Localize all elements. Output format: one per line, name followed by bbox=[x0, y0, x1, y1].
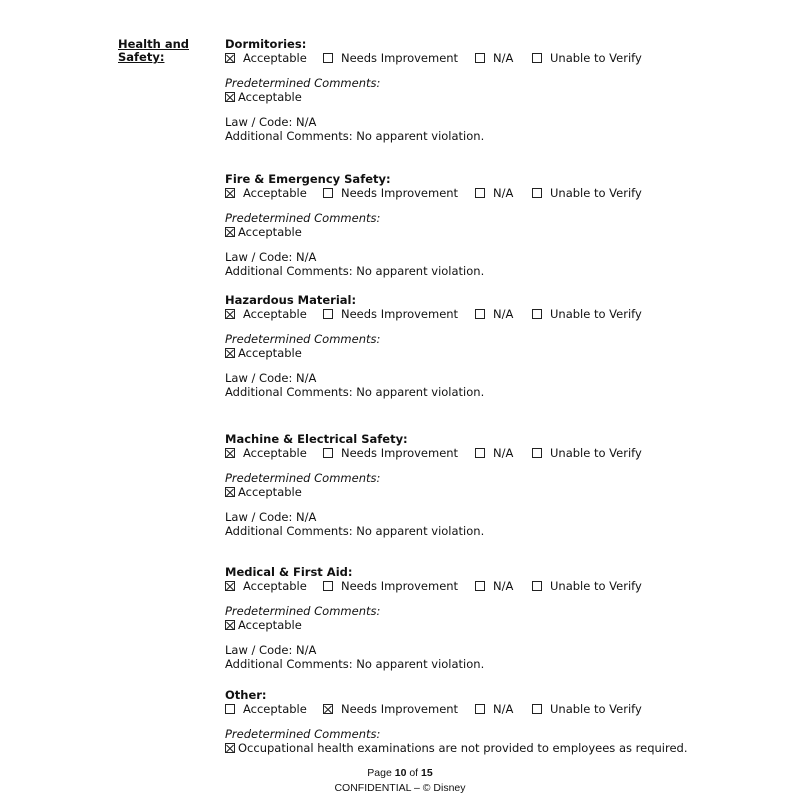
option-needs-improvement[interactable] bbox=[323, 307, 458, 321]
checkbox[interactable] bbox=[475, 309, 485, 319]
option-label: N/A bbox=[493, 307, 514, 321]
rating-options bbox=[225, 702, 745, 716]
law-value: N/A bbox=[296, 115, 317, 129]
option-label: Unable to Verify bbox=[550, 579, 642, 593]
additional-value: No apparent violation. bbox=[356, 656, 485, 671]
option-n-a[interactable] bbox=[475, 186, 513, 200]
option-unable-to-verify[interactable] bbox=[532, 446, 642, 460]
checkbox[interactable] bbox=[475, 448, 485, 458]
option-acceptable[interactable] bbox=[225, 579, 307, 593]
comment-text: Acceptable bbox=[238, 346, 302, 360]
option-label: N/A bbox=[493, 446, 514, 460]
law-prefix: Law / Code: bbox=[225, 250, 293, 264]
section-title-line1: Health and bbox=[118, 37, 189, 51]
option-n-a[interactable] bbox=[475, 446, 513, 460]
predetermined-comment bbox=[225, 741, 745, 755]
checkbox[interactable] bbox=[475, 581, 485, 591]
option-needs-improvement[interactable] bbox=[323, 186, 458, 200]
law-code bbox=[225, 251, 745, 265]
page-current: 10 bbox=[394, 767, 407, 779]
option-unable-to-verify[interactable] bbox=[532, 51, 642, 65]
item-title: Medical & First Aid: bbox=[225, 565, 353, 579]
additional-value: No apparent violation. bbox=[356, 384, 485, 399]
inspection-item bbox=[225, 689, 745, 755]
checkbox[interactable] bbox=[532, 448, 542, 458]
option-label: Unable to Verify bbox=[550, 307, 642, 321]
additional-prefix: Additional Comments: bbox=[225, 128, 353, 143]
checkbox[interactable] bbox=[323, 309, 333, 319]
option-needs-improvement[interactable] bbox=[323, 446, 458, 460]
comment-checkbox[interactable] bbox=[225, 227, 235, 237]
section-title-line2: Safety: bbox=[118, 50, 165, 64]
page-word: Page bbox=[367, 767, 392, 779]
comment-checkbox[interactable] bbox=[225, 620, 235, 630]
option-n-a[interactable] bbox=[475, 579, 513, 593]
option-label: Needs Improvement bbox=[341, 446, 459, 460]
additional-prefix: Additional Comments: bbox=[225, 523, 353, 538]
checkbox[interactable] bbox=[225, 581, 235, 591]
page-number bbox=[0, 767, 800, 779]
rating-options bbox=[225, 307, 745, 321]
option-label: Unable to Verify bbox=[550, 51, 642, 65]
rating-options bbox=[225, 186, 745, 200]
option-unable-to-verify[interactable] bbox=[532, 307, 642, 321]
additional-comments bbox=[225, 525, 745, 539]
inspection-item bbox=[225, 566, 745, 671]
checkbox[interactable] bbox=[225, 53, 235, 63]
predetermined-comment bbox=[225, 618, 745, 632]
law-code bbox=[225, 511, 745, 525]
inspection-item bbox=[225, 173, 745, 278]
inspection-item bbox=[225, 433, 745, 538]
law-code bbox=[225, 644, 745, 658]
option-label: Needs Improvement bbox=[341, 702, 459, 716]
rating-options bbox=[225, 579, 745, 593]
page-of: of bbox=[409, 767, 419, 779]
option-label: Unable to Verify bbox=[550, 186, 642, 200]
option-needs-improvement[interactable] bbox=[323, 51, 458, 65]
inspection-item bbox=[225, 38, 745, 143]
option-label: Needs Improvement bbox=[341, 579, 459, 593]
option-n-a[interactable] bbox=[475, 51, 513, 65]
section-title bbox=[118, 38, 218, 64]
option-label: Acceptable bbox=[243, 579, 307, 593]
rating-options bbox=[225, 51, 745, 65]
option-acceptable[interactable] bbox=[225, 702, 307, 716]
option-label: Unable to Verify bbox=[550, 702, 642, 716]
checkbox[interactable] bbox=[323, 53, 333, 63]
option-acceptable[interactable] bbox=[225, 446, 307, 460]
option-label: Acceptable bbox=[243, 446, 307, 460]
option-label: Needs Improvement bbox=[341, 307, 459, 321]
option-label: N/A bbox=[493, 51, 514, 65]
checkbox[interactable] bbox=[225, 188, 235, 198]
rating-options bbox=[225, 446, 745, 460]
checkbox[interactable] bbox=[475, 53, 485, 63]
option-label: Acceptable bbox=[243, 186, 307, 200]
comment-checkbox[interactable] bbox=[225, 92, 235, 102]
comment-text: Acceptable bbox=[238, 225, 302, 239]
law-prefix: Law / Code: bbox=[225, 371, 293, 385]
predetermined-label: Predetermined Comments: bbox=[225, 332, 381, 346]
inspection-item bbox=[225, 294, 745, 399]
item-title: Other: bbox=[225, 688, 267, 702]
additional-value: No apparent violation. bbox=[356, 523, 485, 538]
comment-checkbox[interactable] bbox=[225, 348, 235, 358]
checkbox[interactable] bbox=[225, 309, 235, 319]
law-code bbox=[225, 372, 745, 386]
law-prefix: Law / Code: bbox=[225, 115, 293, 129]
checkbox[interactable] bbox=[532, 704, 542, 714]
option-needs-improvement[interactable] bbox=[323, 702, 458, 716]
checkbox[interactable] bbox=[225, 448, 235, 458]
checkbox[interactable] bbox=[475, 188, 485, 198]
option-n-a[interactable] bbox=[475, 307, 513, 321]
additional-value: No apparent violation. bbox=[356, 263, 485, 278]
additional-comments bbox=[225, 265, 745, 279]
option-unable-to-verify[interactable] bbox=[532, 579, 642, 593]
checkbox[interactable] bbox=[475, 704, 485, 714]
law-value: N/A bbox=[296, 643, 317, 657]
predetermined-comment bbox=[225, 346, 745, 360]
comment-text: Occupational health examinations are not provided to employees as required. bbox=[238, 741, 688, 755]
checkbox[interactable] bbox=[532, 188, 542, 198]
comment-checkbox[interactable] bbox=[225, 487, 235, 497]
option-label: Acceptable bbox=[243, 307, 307, 321]
item-title: Fire & Emergency Safety: bbox=[225, 172, 391, 186]
checkbox[interactable] bbox=[323, 581, 333, 591]
law-prefix: Law / Code: bbox=[225, 510, 293, 524]
option-label: Needs Improvement bbox=[341, 186, 459, 200]
option-acceptable[interactable] bbox=[225, 186, 307, 200]
item-title: Dormitories: bbox=[225, 37, 307, 51]
option-acceptable[interactable] bbox=[225, 307, 307, 321]
option-unable-to-verify[interactable] bbox=[532, 702, 642, 716]
additional-comments bbox=[225, 658, 745, 672]
option-acceptable[interactable] bbox=[225, 51, 307, 65]
comment-text: Acceptable bbox=[238, 618, 302, 632]
option-label: Acceptable bbox=[243, 702, 307, 716]
item-title: Machine & Electrical Safety: bbox=[225, 432, 408, 446]
law-value: N/A bbox=[296, 250, 317, 264]
law-value: N/A bbox=[296, 371, 317, 385]
law-code bbox=[225, 116, 745, 130]
checkbox[interactable] bbox=[532, 309, 542, 319]
option-label: Unable to Verify bbox=[550, 446, 642, 460]
option-unable-to-verify[interactable] bbox=[532, 186, 642, 200]
page-total: 15 bbox=[421, 767, 433, 779]
predetermined-comment bbox=[225, 90, 745, 104]
law-prefix: Law / Code: bbox=[225, 643, 293, 657]
predetermined-label: Predetermined Comments: bbox=[225, 727, 381, 741]
additional-prefix: Additional Comments: bbox=[225, 263, 353, 278]
law-value: N/A bbox=[296, 510, 317, 524]
comment-checkbox[interactable] bbox=[225, 743, 235, 753]
comment-text: Acceptable bbox=[238, 90, 302, 104]
checkbox[interactable] bbox=[225, 704, 235, 714]
additional-comments bbox=[225, 130, 745, 144]
item-title: Hazardous Material: bbox=[225, 293, 357, 307]
predetermined-label: Predetermined Comments: bbox=[225, 76, 381, 90]
predetermined-label: Predetermined Comments: bbox=[225, 471, 381, 485]
option-label: Acceptable bbox=[243, 51, 307, 65]
option-label: N/A bbox=[493, 579, 514, 593]
checkbox[interactable] bbox=[323, 448, 333, 458]
additional-value: No apparent violation. bbox=[356, 128, 485, 143]
checkbox[interactable] bbox=[532, 53, 542, 63]
option-n-a[interactable] bbox=[475, 702, 513, 716]
additional-prefix: Additional Comments: bbox=[225, 384, 353, 399]
checkbox[interactable] bbox=[323, 704, 333, 714]
checkbox[interactable] bbox=[532, 581, 542, 591]
additional-prefix: Additional Comments: bbox=[225, 656, 353, 671]
comment-text: Acceptable bbox=[238, 485, 302, 499]
confidential-notice: CONFIDENTIAL – © Disney bbox=[334, 782, 466, 794]
predetermined-comment bbox=[225, 485, 745, 499]
predetermined-label: Predetermined Comments: bbox=[225, 211, 381, 225]
option-label: Needs Improvement bbox=[341, 51, 459, 65]
additional-comments bbox=[225, 386, 745, 400]
predetermined-label: Predetermined Comments: bbox=[225, 604, 381, 618]
option-needs-improvement[interactable] bbox=[323, 579, 458, 593]
predetermined-comment bbox=[225, 225, 745, 239]
option-label: N/A bbox=[493, 186, 514, 200]
option-label: N/A bbox=[493, 702, 514, 716]
checkbox[interactable] bbox=[323, 188, 333, 198]
